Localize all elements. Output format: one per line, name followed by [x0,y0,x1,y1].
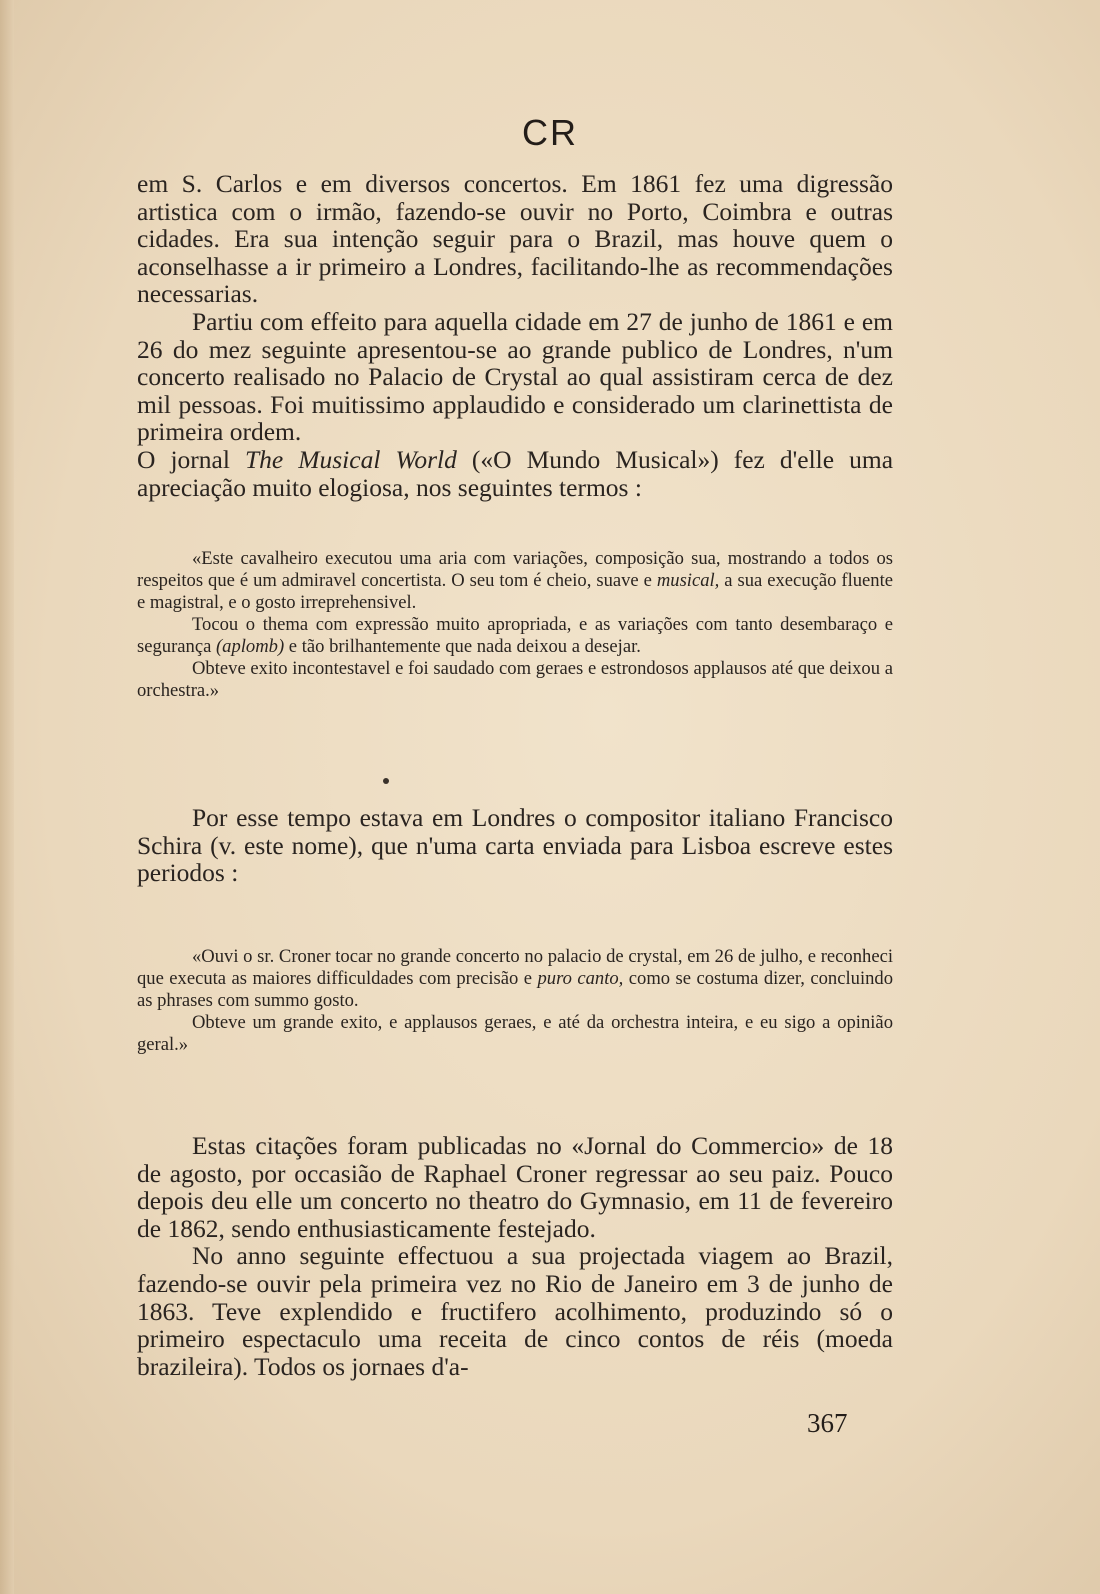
italic-term: puro canto, [537,968,624,989]
quote-paragraph [137,946,893,1012]
paragraph: Estas citações foram publicadas no «Jornal do Commercio» de 18 de agosto, por occasião de Raphael Croner regressar ao seu paiz. Pouco depois deu elle um concerto no theatro do Gymnasio, em 11 de fevereiro de 1862, sendo enthusiasticamente festejado. [137,1131,893,1243]
quote-paragraph: Obteve exito incontestavel e foi saudado com geraes e estrondosos applausos até que deixou a orchestra.» [137,658,893,701]
quote-paragraph [137,614,893,658]
paragraph: Partiu com effeito para aquella cidade em 27 de junho de 1861 e em 26 do mez seguinte apresentou-se ao grande publico de Londres, n'um concerto realisado no Palacio de Crystal ao qual assistiram cerca de dez mil pessoas. Foi muitissimo applaudido e considerado um clarinettista de primeira ordem. [137,306,893,447]
ink-dot [383,778,389,784]
paragraph: Por esse tempo estava em Londres o compositor italiano Francisco Schira (v. este nome), que n'uma carta enviada para Lisboa escreve estes periodos : [137,803,893,888]
text-run: «Este cavalheiro executou uma aria com variações, composição sua, mostrando a todos os respeitos que é um admiravel concertista. O seu tom é cheio, suave e [137,548,893,591]
quote-paragraph: Obteve um grande exito, e applausos geraes, e até da orchestra inteira, e eu sigo a opinião geral.» [137,1012,893,1055]
page-edge-shadow [0,0,14,1594]
text-run: O jornal [137,444,245,474]
italic-term: musical, [656,570,720,591]
text-block-1 [137,170,893,501]
page-number: 367 [807,1408,848,1438]
paragraph: em S. Carlos e em diversos concertos. Em 1861 fez uma digressão artistica com o irmão, fazendo-se ouvir no Porto, Coimbra e outras cidades. Era sua intenção seguir para o Brazil, mas houve quem o aconselhasse a ir primeiro a Londres, facilitando-lhe as recommendações necessarias. [137,169,893,309]
running-head: CR [522,112,578,153]
journal-title: The Musical World [244,444,457,474]
paragraph [137,446,893,501]
text-run: Tocou o thema com expressão muito apropriada, e as variações com tanto desembaraço e segurança [137,614,893,657]
text-run: «Ouvi o sr. Croner tocar no grande concerto no palacio de crystal, em 26 de julho, e reconheci que executa as maiores difficuldades com precisão e [137,946,893,989]
text-run: a sua execução fluente e magistral, e o gosto irreprehensivel. [137,570,893,613]
paragraph: No anno seguinte effectuou a sua projectada viagem ao Brazil, fazendo-se ouvir pela primeira vez no Rio de Janeiro em 3 de junho de 1863. Teve explendido e fructifero acolhimento, produzindo só o primeiro espectaculo uma receita de cinco contos de réis (moeda brazileira). Todos os jornaes d'a- [137,1241,893,1381]
text-run: como se costuma dizer, concluindo as phrases com summo gosto. [137,968,894,1011]
quote-paragraph [137,548,893,614]
text-run: («O Mundo Musical») fez d'elle uma apreciação muito elogiosa, nos seguintes termos : [137,444,894,502]
block-quote-2 [137,946,893,1056]
text-block-2 [137,804,893,887]
italic-term: (aplomb) [215,636,285,657]
text-block-3 [137,1132,893,1380]
block-quote-1 [137,548,893,702]
text-run: e tão brilhantemente que nada deixou a desejar. [284,636,641,657]
